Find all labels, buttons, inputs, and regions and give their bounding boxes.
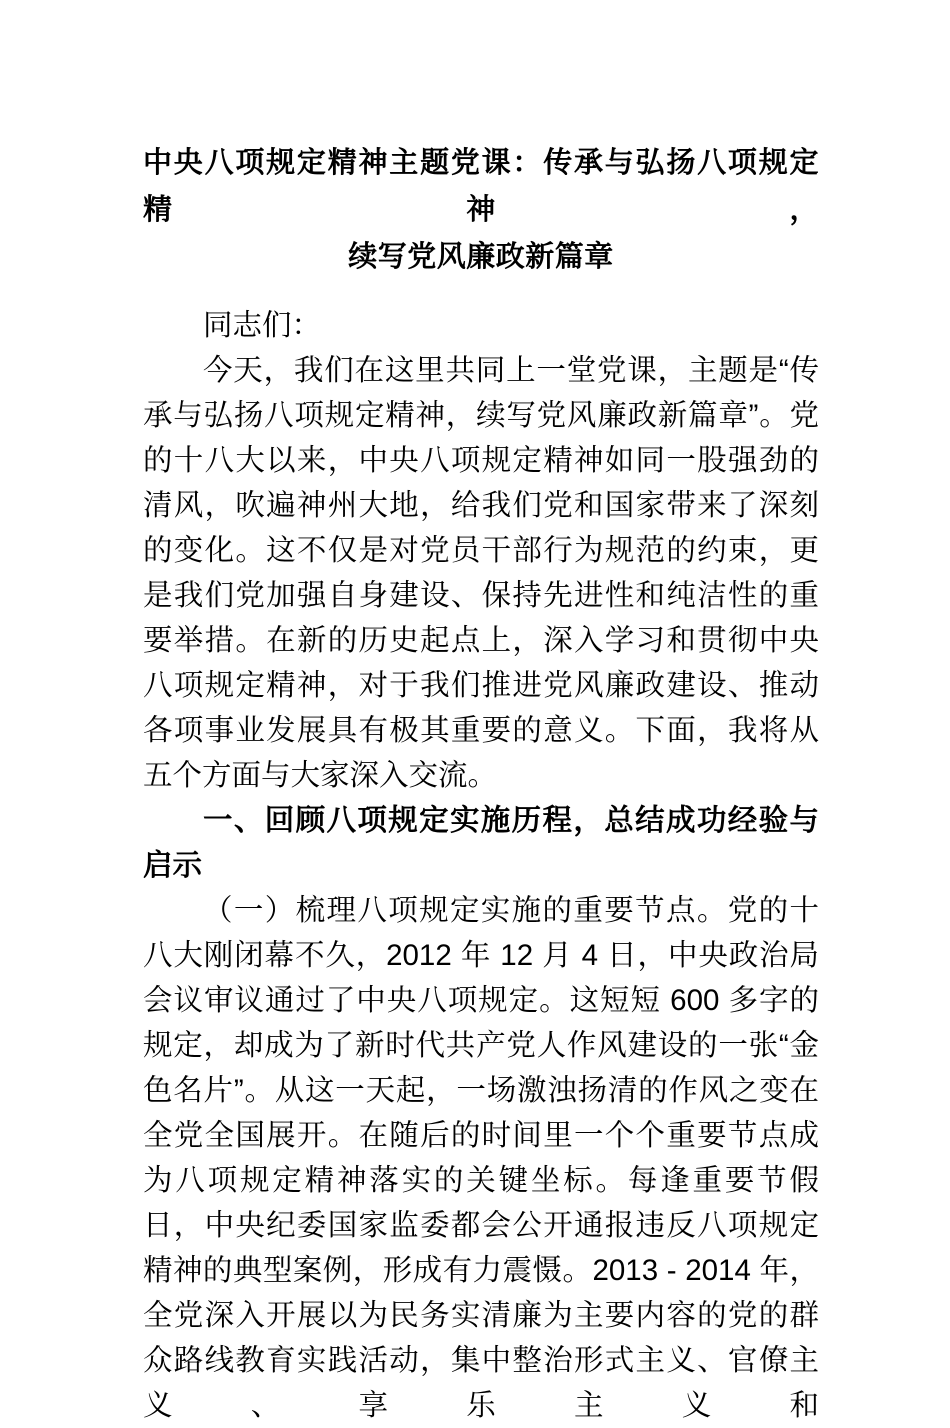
paragraph-intro: 今天，我们在这里共同上一堂党课，主题是“传承与弘扬八项规定精神，续写党风廉政新篇章”。党的十八大以来，中央八项规定精神如同一股强劲的清风，吹遍神州大地，给我们党和国家带来了深刻的变化。这不仅是对党员干部行为规范的约束，更是我们党加强自身建设、保持先进性和纯洁性的重要举措。在新的历史起点上，深入学习和贯彻中央八项规定精神，对于我们推进党风廉政建设、推动各项事业发展具有极其重要的意义。下面，我将从五个方面与大家深入交流。: [143, 354, 819, 792]
page-title: [143, 140, 819, 281]
salutation: 同志们：: [203, 309, 322, 342]
paragraph-section-1-1: （一）梳理八项规定实施的重要节点。党的十八大刚闭幕不久，2012 年 12 月 4 日，中央政治局会议审议通过了中央八项规定。这短短 600 多字的规定，却成为了新时代共产党人作风建设的一张“金色名片”。从这一天起，一场激浊扬清的作风之变在全党全国展开。在随后的时间里一个个重要节点成为八项规定精神落实的关键坐标。每逢重要节假日，中央纪委国家监委都会公开通报违反八项规定精神的典型案例，形成有力震慑。2013 - 2014 年，全党深入开展以为民务实清廉为主要内容的党的群众路线教育实践活动，集中整治形式主义、官僚主义、享乐主义和: [143, 894, 819, 1422]
title-spacer: [143, 281, 819, 303]
document-content: [143, 140, 819, 1428]
page-title-line-1: 中央八项规定精神主题党课：传承与弘扬八项规定精神，: [143, 147, 819, 226]
page-title-line-2: 续写党风廉政新篇章: [348, 241, 614, 273]
section-heading-1: 一、回顾八项规定实施历程，总结成功经验与启示: [143, 804, 819, 882]
